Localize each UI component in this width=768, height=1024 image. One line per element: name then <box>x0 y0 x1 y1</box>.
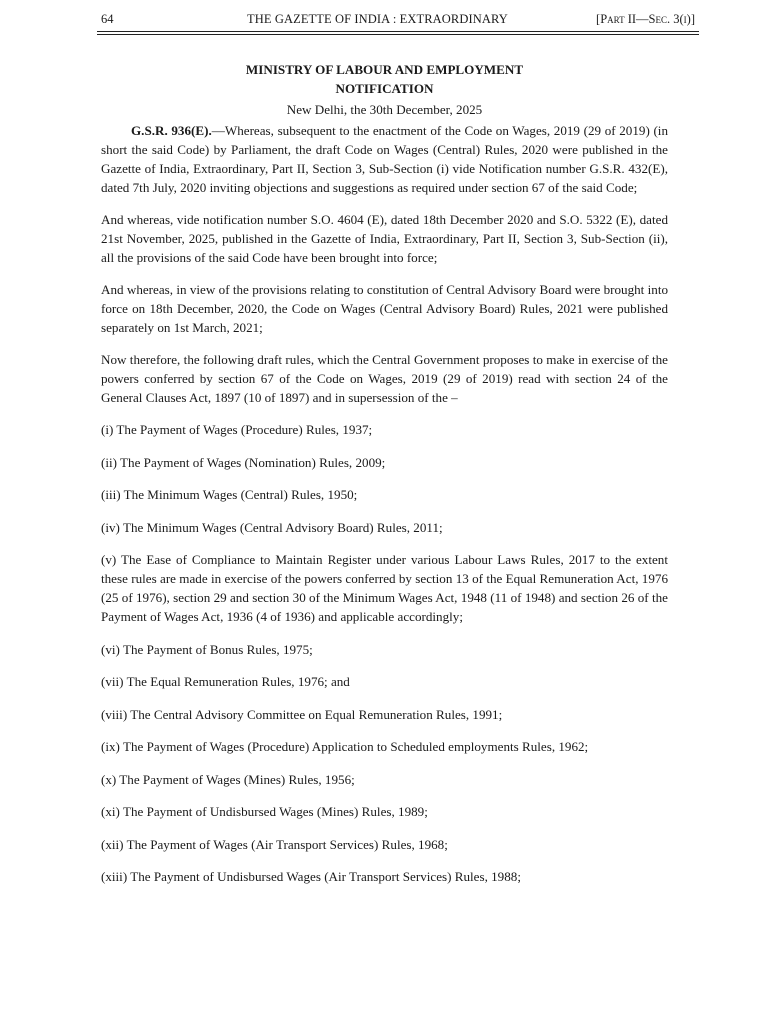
list-item: (x) The Payment of Wages (Mines) Rules, 1956; <box>101 771 355 787</box>
ministry-heading: MINISTRY OF LABOUR AND EMPLOYMENT <box>245 62 524 77</box>
list-item: (vi) The Payment of Bonus Rules, 1975; <box>101 641 313 657</box>
paragraph-gsr <box>101 121 668 197</box>
list-item: (vii) The Equal Remuneration Rules, 1976; and <box>101 674 350 689</box>
running-header <box>97 12 699 30</box>
notification-body <box>101 60 668 900</box>
list-item: (xii) The Payment of Wages (Air Transport Services) Rules, 1968; <box>101 836 448 852</box>
paragraph-3: And whereas, in view of the provisions relating to constitution of Central Advisory Board were brought into force on 18th December, 2020, the Code on Wages (Central Advisory Board) Rules, 2021 were published separately on 1st March, 2021; <box>101 282 668 335</box>
notification-heading: NOTIFICATION <box>335 81 434 96</box>
paragraph-1-text: —Whereas, subsequent to the enactment of the Code on Wages, 2019 (29 of 2019) (in short the said Code) by Parliament, the draft Code on Wages (Central) Rules, 2020 were published in the Gazette of India, Extraordinary, Part II, Section 3, Sub-Section (i) vide Notification number G.S.R. 432(E), dated 7th July, 2020 inviting objections and suggestions as required under section 67 of the said Code; <box>101 123 668 195</box>
page-number: 64 <box>101 12 114 26</box>
list-item: (v) The Ease of Compliance to Maintain Register under various Labour Laws Rules, 2017 to the extent these rules are made in exercise of the powers conferred by section 13 of the Equal Remuneration Act, 1976 (25 of 1976), section 29 and section 30 of the Minimum Wages Act, 1948 (11 of 1948) and section 26 of the Payment of Wages Act, 1936 (4 of 1936) and applicable accordingly; <box>101 552 668 624</box>
list-item: (iv) The Minimum Wages (Central Advisory Board) Rules, 2011; <box>101 519 443 535</box>
list-item: (ii) The Payment of Wages (Nomination) Rules, 2009; <box>101 454 386 470</box>
paragraph-2: And whereas, vide notification number S.O. 4604 (E), dated 18th December 2020 and S.O. 5322 (E), dated 21st November, 2025, published in the Gazette of India, Extraordinary, Part II, Section 3, Sub-Section (ii), all the provisions of the said Code have been brought into force; <box>101 212 668 265</box>
list-item: (i) The Payment of Wages (Procedure) Rules, 1937; <box>101 422 373 437</box>
list-item: (xiii) The Payment of Undisbursed Wages (Air Transport Services) Rules, 1988; <box>101 869 521 884</box>
paragraph-4: Now therefore, the following draft rules, which the Central Government proposes to make in exercise of the powers conferred by section 67 of the Code on Wages, 2019 (29 of 2019) read with section 24 of the General Clauses Act, 1897 (10 of 1897) and in supersession of the – <box>101 352 668 405</box>
list-item: (xi) The Payment of Undisbursed Wages (Mines) Rules, 1989; <box>101 804 428 819</box>
list-item: (ix) The Payment of Wages (Procedure) Application to Scheduled employments Rules, 1962; <box>101 739 589 754</box>
list-item: (viii) The Central Advisory Committee on Equal Remuneration Rules, 1991; <box>101 706 503 722</box>
list-item: (iii) The Minimum Wages (Central) Rules, 1950; <box>101 487 358 502</box>
header-rule-bottom <box>97 34 699 35</box>
place-date: New Delhi, the 30th December, 2025 <box>286 102 483 117</box>
part-section-label: [Part II—Sec. 3(i)] <box>596 12 695 26</box>
header-rule-top <box>97 31 699 32</box>
gsr-number: G.S.R. 936(E). <box>131 123 212 138</box>
gazette-title: THE GAZETTE OF INDIA : EXTRAORDINARY <box>247 12 508 26</box>
